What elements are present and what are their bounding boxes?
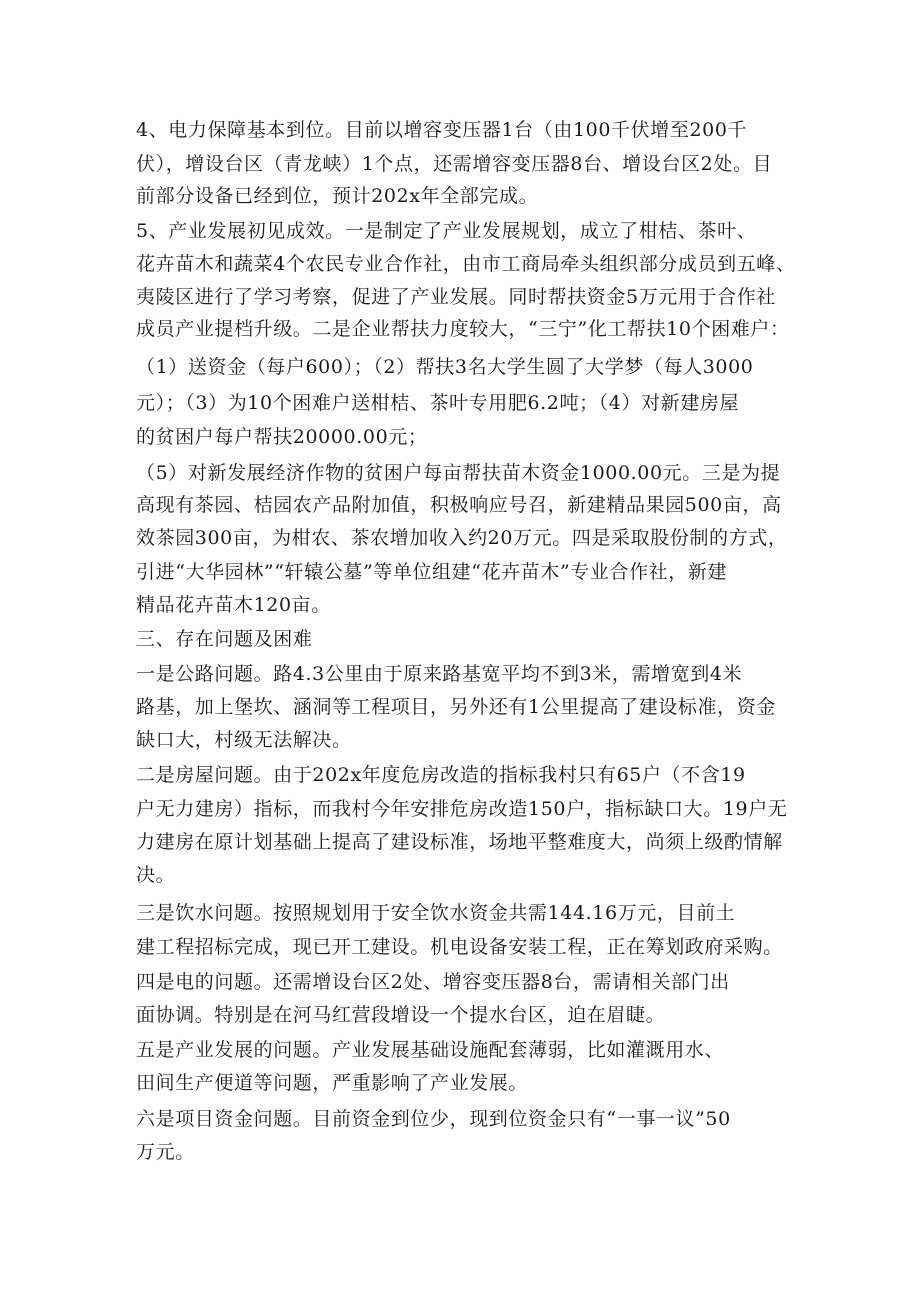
- text-line: 引进“大华园林”“轩辕公墓”等单位组建“花卉苗木”专业合作社，新建: [136, 561, 728, 583]
- text-line: 户无力建房）指标，而我村今年安排危房改造150户，指标缺口大。19户无: [136, 798, 788, 820]
- text-line: 五是产业发展的问题。产业发展基础设施配套薄弱，比如灌溉用水、: [136, 1039, 725, 1061]
- text-line: 六是项目资金问题。目前资金到位少，现到位资金只有“一事一议”50: [136, 1108, 731, 1130]
- text-line: 三是饮水问题。按照规划用于安全饮水资金共需144.16万元，目前土: [136, 902, 736, 924]
- text-line: 效茶园300亩，为柑农、茶农增加收入约20万元。四是采取股份制的方式，: [136, 527, 788, 549]
- text-line: 一是公路问题。路4.3公里由于原来路基宽平均不到3米，需增宽到4米: [136, 663, 743, 685]
- text-line: 力建房在原计划基础上提高了建设标准，场地平整难度大，尚须上级酌情解: [136, 831, 783, 853]
- text-line: 夷陵区进行了学习考察，促进了产业发展。同时帮扶资金5万元用于合作社: [136, 286, 776, 308]
- text-line: 万元。: [136, 1141, 195, 1163]
- text-line: （5）对新发展经济作物的贫困户每亩帮扶苗木资金1000.00元。三是为提: [136, 462, 781, 484]
- text-line: 面协调。特别是在河马红营段增设一个提水台区，迫在眉睫。: [136, 1004, 666, 1026]
- text-line: 路基，加上堡坎、涵洞等工程项目，另外还有1公里提高了建设标准，资金: [136, 696, 776, 718]
- text-line: 5、产业发展初见成效。一是制定了产业发展规划，成立了柑桔、茶叶、: [136, 220, 757, 242]
- text-line: 田间生产便道等问题，严重影响了产业发展。: [136, 1072, 529, 1094]
- text-line: 前部分设备已经到位，预计202x年全部完成。: [136, 185, 539, 207]
- text-line: 4、电力保障基本到位。目前以增容变压器1台（由100千伏增至200千: [136, 119, 748, 141]
- text-line: 的贫困户每户帮扶20000.00元；: [136, 426, 428, 448]
- section-heading: 三、存在问题及困难: [136, 628, 313, 650]
- text-line: 缺口大，村级无法解决。: [136, 729, 352, 751]
- text-line: 伏），增设台区（青龙峡）1个点，还需增容变压器8台、增设台区2处。目: [136, 153, 773, 175]
- text-line: 二是房屋问题。由于202x年度危房改造的指标我村只有65户（不含19: [136, 764, 746, 786]
- text-line: 决。: [136, 864, 176, 886]
- text-line: 成员产业提档升级。二是企业帮扶力度较大，“三宁”化工帮扶10个困难户：: [136, 318, 790, 340]
- text-line: 高现有茶园、桔园农产品附加值，积极响应号召，新建精品果园500亩，高: [136, 494, 782, 516]
- text-line: 四是电的问题。还需增设台区2处、增容变压器8台，需请相关部门出: [136, 971, 730, 993]
- text-line: 精品花卉苗木120亩。: [136, 594, 331, 616]
- text-line: （1）送资金（每户600）；（2）帮扶3名大学生圆了大学梦（每人3000: [136, 356, 754, 378]
- text-line: 花卉苗木和蔬菜4个农民专业合作社，由市工商局牵头组织部分成员到五峰、: [136, 253, 796, 275]
- text-line: 建工程招标完成，现已开工建设。机电设备安装工程，正在筹划政府采购。: [136, 936, 783, 958]
- text-line: 元）；（3）为10个困难户送柑桔、茶叶专用肥6.2吨；（4）对新建房屋: [136, 392, 740, 414]
